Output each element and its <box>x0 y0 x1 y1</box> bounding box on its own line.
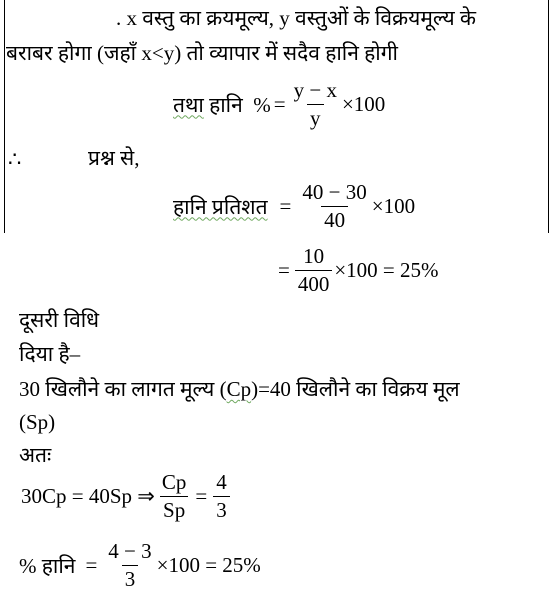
ratio-equation <box>21 470 232 523</box>
given-label: दिया है– <box>19 342 81 366</box>
loss-percent-label: हानि प्रतिशत <box>173 194 268 219</box>
fraction-numerator: Cp <box>161 470 187 494</box>
final-label: % हानि <box>19 553 76 578</box>
text-line-2: बराबर होगा (जहाँ x<y) तो व्यापार में सदैव हानि होगी <box>6 41 398 65</box>
fraction-denominator: 3 <box>213 496 230 523</box>
fraction-denominator: Sp <box>160 496 188 523</box>
method2-heading: दूसरी विधि <box>19 308 100 332</box>
final-fraction <box>105 539 154 592</box>
loss-percent-calc <box>173 180 415 233</box>
cp-abbreviation: Cp <box>226 377 252 401</box>
calc1-multiplier: ×100 <box>371 194 416 218</box>
calc2-result: ×100 = 25% <box>334 258 439 282</box>
formula-label: हानि % <box>203 92 271 117</box>
fraction-numerator: y − x <box>293 78 337 102</box>
fraction-denominator: y <box>307 104 324 131</box>
calc1-fraction <box>299 180 369 233</box>
fraction-denominator: 400 <box>295 270 333 297</box>
fraction-numerator: 40 − 30 <box>302 180 367 204</box>
right-border-line <box>548 0 549 233</box>
calc1-equals: = <box>279 194 292 218</box>
final-loss-calc <box>19 539 261 592</box>
text-line-1: . x वस्तु का क्रयमूल्य, y वस्तुओं के विक्रयमूल्य के <box>116 6 477 30</box>
calc2-equals: = <box>278 258 290 282</box>
formula-label-word: तथा <box>173 92 204 117</box>
hence-label: अतः <box>19 443 52 467</box>
left-border-line <box>4 0 5 233</box>
statement-part-b: )=40 खिलौने का विक्रय मूल <box>251 377 460 401</box>
formula-equals: = <box>273 92 286 116</box>
final-result: ×100 = 25% <box>156 553 261 577</box>
therefore-symbol: ∴ <box>8 147 22 171</box>
final-equals: = <box>85 553 98 577</box>
statement-line-2: (Sp) <box>19 410 56 434</box>
statement-part-a: 30 खिलौने का लागत मूल्य ( <box>19 377 227 401</box>
fraction-denominator: 3 <box>122 565 139 592</box>
ratio-value-fraction <box>213 470 230 523</box>
cp-sp-fraction <box>159 470 190 523</box>
loss-result-calc <box>278 244 439 297</box>
question-text: प्रश्न से, <box>88 146 140 170</box>
ratio-equals: = <box>195 484 208 508</box>
fraction-numerator: 10 <box>303 244 325 268</box>
fraction-numerator: 4 <box>216 470 227 494</box>
calc2-fraction <box>295 244 333 297</box>
formula-fraction <box>291 78 340 131</box>
loss-formula <box>173 78 385 131</box>
formula-multiplier: ×100 <box>341 92 386 116</box>
fraction-numerator: 4 − 3 <box>108 539 152 563</box>
fraction-denominator: 40 <box>321 206 348 233</box>
statement-line-1 <box>19 376 460 402</box>
ratio-left: 30Cp = 40Sp ⇒ <box>21 484 155 508</box>
